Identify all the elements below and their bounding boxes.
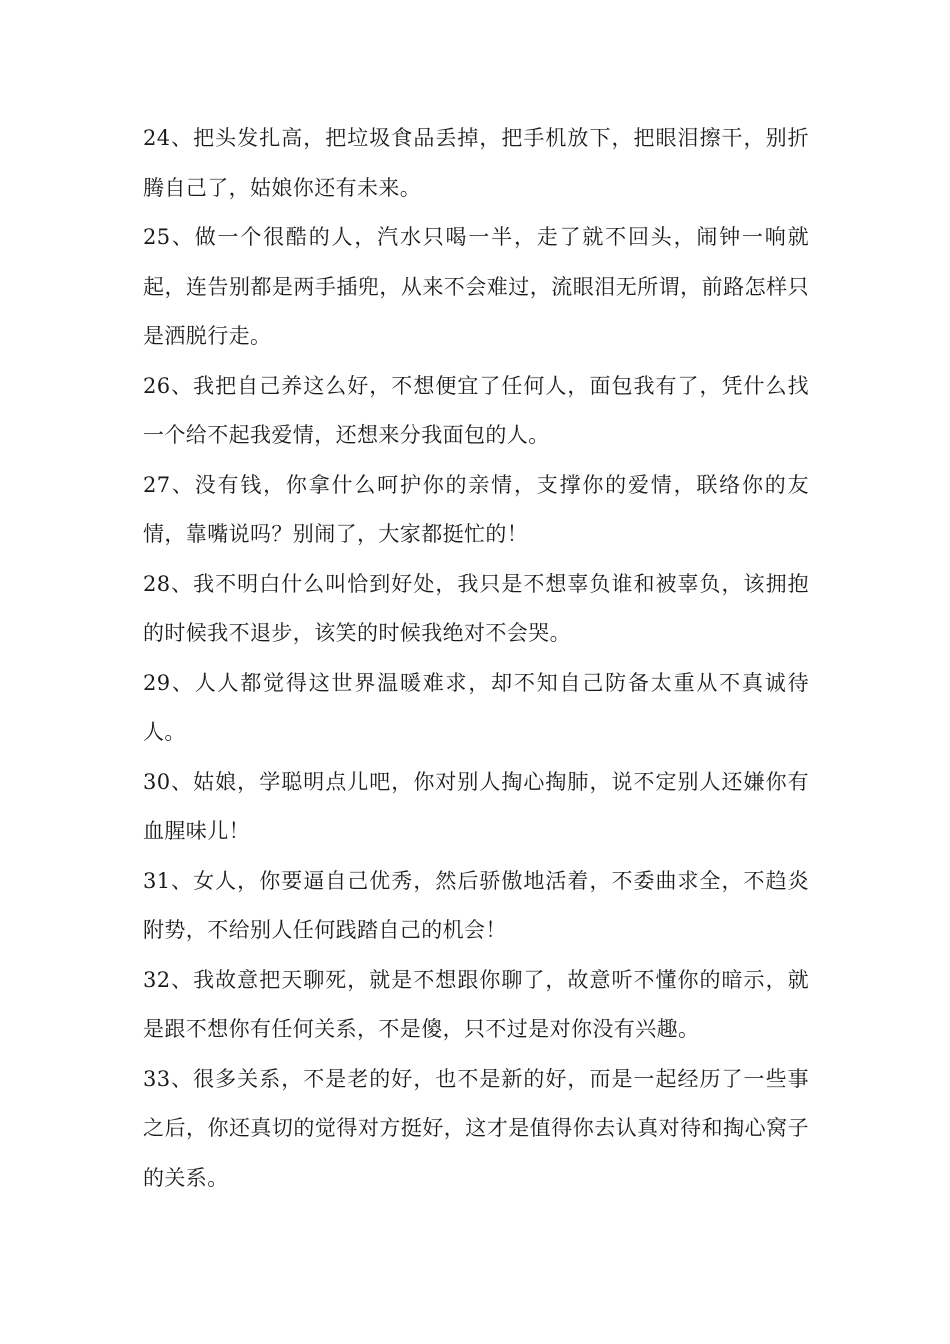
paragraph-32: 32、我故意把天聊死，就是不想跟你聊了，故意听不懂你的暗示，就是跟不想你有任何关系，不是傻，只不过是对你没有兴趣。	[143, 967, 809, 1041]
paragraph-24: 24、把头发扎高，把垃圾食品丢掉，把手机放下，把眼泪擦干，别折腾自己了，姑娘你还有未来。	[143, 126, 809, 200]
paragraph-29: 29、人人都觉得这世界温暖难求，却不知自己防备太重从不真诚待人。	[143, 670, 809, 744]
paragraph-30: 30、姑娘，学聪明点儿吧，你对别人掏心掏肺，说不定别人还嫌你有血腥味儿！	[143, 769, 809, 843]
paragraph-31: 31、女人，你要逼自己优秀，然后骄傲地活着，不委曲求全，不趋炎附势，不给别人任何践踏自己的机会！	[143, 868, 809, 942]
paragraph-26: 26、我把自己养这么好，不想便宜了任何人，面包我有了，凭什么找一个给不起我爱情，还想来分我面包的人。	[143, 373, 809, 447]
paragraph-25: 25、做一个很酷的人，汽水只喝一半，走了就不回头，闹钟一响就起，连告别都是两手插兜，从来不会难过，流眼泪无所谓，前路怎样只是洒脱行走。	[143, 225, 809, 348]
document-body	[143, 114, 809, 1203]
paragraph-28: 28、我不明白什么叫恰到好处，我只是不想辜负谁和被辜负，该拥抱的时候我不退步，该笑的时候我绝对不会哭。	[143, 571, 809, 645]
paragraph-33: 33、很多关系，不是老的好，也不是新的好，而是一起经历了一些事之后，你还真切的觉得对方挺好，这才是值得你去认真对待和掏心窝子的关系。	[143, 1066, 809, 1190]
paragraph-27: 27、没有钱，你拿什么呵护你的亲情，支撑你的爱情，联络你的友情，靠嘴说吗？别闹了，大家都挺忙的！	[143, 472, 809, 546]
